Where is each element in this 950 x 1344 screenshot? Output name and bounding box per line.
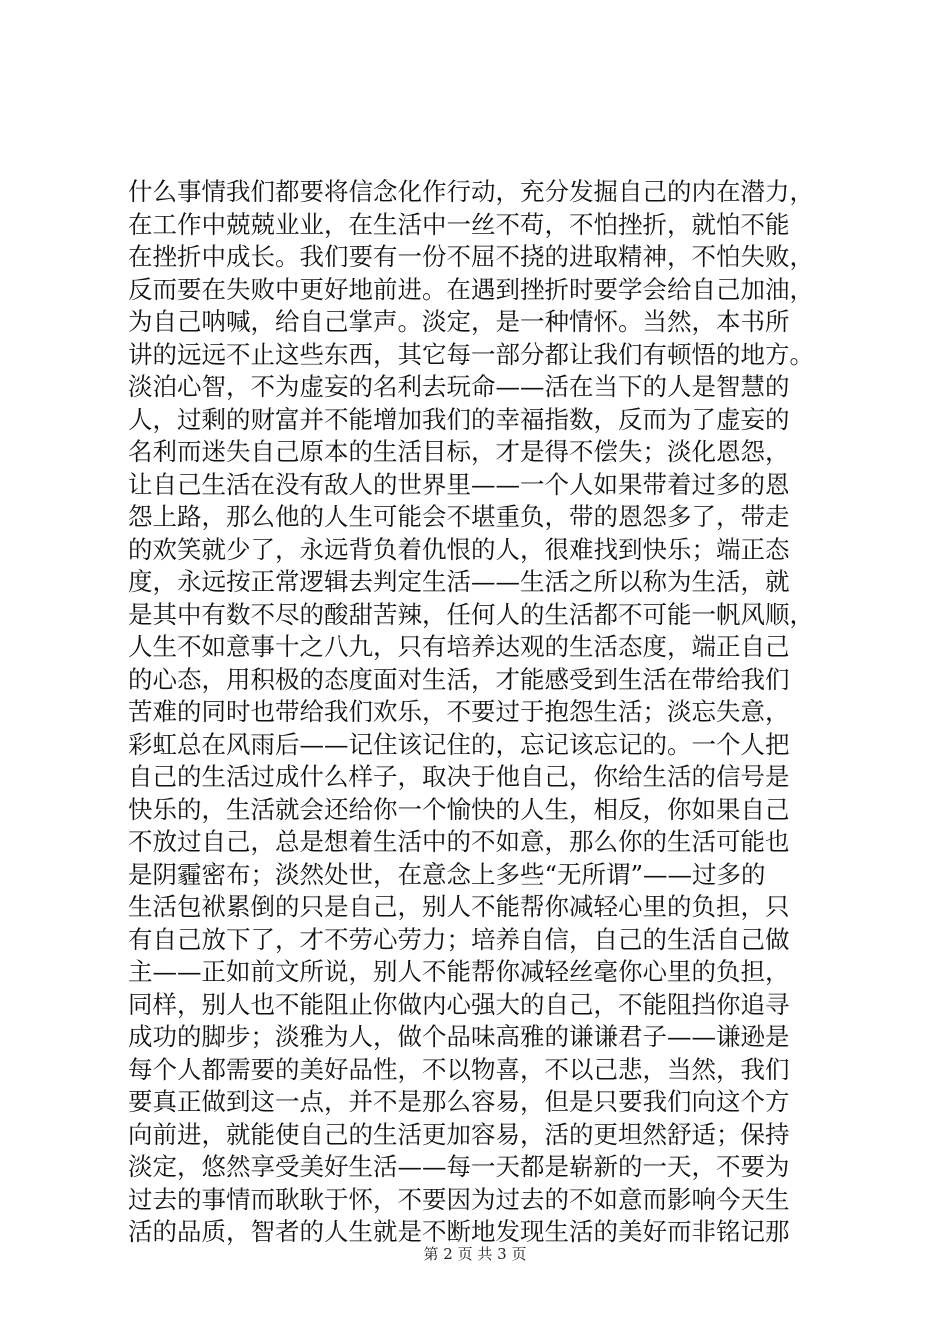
text-line: 向前进，就能使自己的生活更加容易，活的更坦然舒适；保持 bbox=[128, 1119, 790, 1149]
text-line: 反而要在失败中更好地前进。在遇到挫折时要学会给自己加油， bbox=[128, 274, 814, 304]
text-line: 不放过自己，总是想着生活中的不如意，那么你的生活可能也 bbox=[128, 827, 790, 856]
body-text bbox=[128, 176, 828, 1249]
text-line: 是阴霾密布；淡然处世，在意念上多些“无所谓”——过多的 bbox=[128, 859, 766, 889]
text-line: 每个人都需要的美好品性，不以物喜，不以己悲，当然，我们 bbox=[128, 1054, 790, 1084]
text-line: 人，过剩的财富并不能增加我们的幸福指数，反而为了虚妄的 bbox=[128, 404, 790, 434]
text-line: 的心态，用积极的态度面对生活，才能感受到生活在带给我们 bbox=[128, 664, 790, 694]
text-line: 同样，别人也不能阻止你做内心强大的自己，不能阻挡你追寻 bbox=[128, 989, 790, 1019]
text-line: 是其中有数不尽的酸甜苦辣，任何人的生活都不可能一帆风顺， bbox=[128, 599, 814, 629]
text-line: 成功的脚步；淡雅为人，做个品味高雅的谦谦君子——谦逊是 bbox=[128, 1022, 790, 1051]
text-line: 在挫折中成长。我们要有一份不屈不挠的进取精神，不怕失败， bbox=[128, 242, 814, 271]
page-footer: 第 2 页 共 3 页 bbox=[423, 1245, 527, 1263]
text-line: 生活包袱累倒的只是自己，别人不能帮你减轻心里的负担，只 bbox=[128, 892, 790, 921]
text-line: 主——正如前文所说，别人不能帮你减轻丝毫你心里的负担， bbox=[128, 957, 790, 986]
text-line: 彩虹总在风雨后——记住该记住的，忘记该忘记的。一个人把 bbox=[128, 729, 790, 759]
text-line: 人生不如意事十之八九，只有培养达观的生活态度，端正自己 bbox=[128, 632, 790, 661]
text-line: 名利而迷失自己原本的生活目标，才是得不偿失；淡化恩怨， bbox=[128, 437, 790, 466]
text-line: 有自己放下了，才不劳心劳力；培养自信，自己的生活自己做 bbox=[128, 924, 790, 954]
text-line: 要真正做到这一点，并不是那么容易，但是只要我们向这个方 bbox=[128, 1087, 790, 1116]
text-line: 自己的生活过成什么样子，取决于他自己，你给生活的信号是 bbox=[128, 762, 790, 791]
text-line: 让自己生活在没有敌人的世界里——一个人如果带着过多的恩 bbox=[128, 469, 790, 499]
text-line: 为自己呐喊，给自己掌声。淡定，是一种情怀。当然，本书所 bbox=[128, 307, 790, 336]
text-line: 怨上路，那么他的人生可能会不堪重负，带的恩怨多了，带走 bbox=[128, 502, 790, 531]
text-line: 讲的远远不止这些东西，其它每一部分都让我们有顿悟的地方。 bbox=[128, 339, 814, 369]
text-line: 度，永远按正常逻辑去判定生活——生活之所以称为生活，就 bbox=[128, 567, 790, 596]
text-line: 快乐的，生活就会还给你一个愉快的人生，相反，你如果自己 bbox=[128, 794, 790, 824]
text-line: 什么事情我们都要将信念化作行动，充分发掘自己的内在潜力， bbox=[128, 177, 814, 206]
text-line: 苦难的同时也带给我们欢乐，不要过于抱怨生活；淡忘失意， bbox=[128, 697, 790, 726]
text-line: 活的品质，智者的人生就是不断地发现生活的美好而非铭记那 bbox=[128, 1217, 790, 1246]
text-line: 在工作中兢兢业业，在生活中一丝不苟，不怕挫折，就怕不能 bbox=[128, 209, 790, 239]
text-line: 淡泊心智，不为虚妄的名利去玩命——活在当下的人是智慧的 bbox=[128, 372, 790, 401]
text-line: 过去的事情而耿耿于怀，不要因为过去的不如意而影响今天生 bbox=[128, 1184, 790, 1214]
text-line: 淡定，悠然享受美好生活——每一天都是崭新的一天，不要为 bbox=[128, 1152, 790, 1181]
text-line: 的欢笑就少了，永远背负着仇恨的人，很难找到快乐；端正态 bbox=[128, 534, 790, 564]
